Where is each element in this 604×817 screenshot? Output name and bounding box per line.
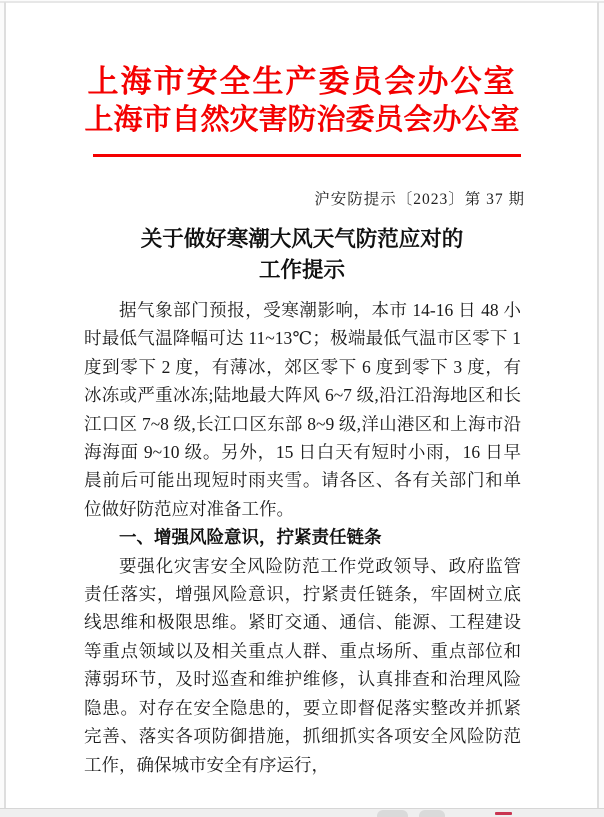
toolbar-accent-indicator[interactable] [495, 812, 512, 815]
document-body [84, 296, 521, 779]
document-title [0, 224, 604, 286]
issuing-org-line-2: 上海市自然灾害防治委员会办公室 [84, 104, 520, 136]
viewer-bottom-toolbar [0, 808, 604, 817]
document-title-line-1: 关于做好寒潮大风天气防范应对的 [140, 227, 464, 251]
toolbar-button-partial-1[interactable] [377, 810, 408, 817]
section-1-heading: 一、增强风险意识，拧紧责任链条 [119, 527, 382, 548]
issue-number: 沪安防提示〔2023〕第 37 期 [314, 191, 525, 208]
issuing-org-line-1: 上海市安全生产委员会办公室 [87, 64, 517, 99]
red-divider-rule [93, 154, 521, 157]
paragraph-section-1-body: 要强化灾害安全风险防范工作党政领导、政府监管责任落实，增强风险意识，拧紧责任链条，牢固树立底线思维和极限思维。紧盯交通、通信、能源、工程建设等重点领域以及相关重点人群、重点场所、重点部位和薄弱环节，及时巡查和维护维修，认真排查和治理风险隐患。对存在安全隐患的，要立即督促落实整改并抓紧完善、落实各项防御措施，抓细抓实各项安全风险防范工作，确保城市安全有序运行， [84, 555, 521, 775]
document-title-line-2: 工作提示 [258, 258, 345, 282]
paragraph-weather-forecast: 据气象部门预报，受寒潮影响，本市 14-16 日 48 小时最低气温降幅可达 11~13℃；极端最低气温市区零下 1 度到零下 2 度，有薄冰，郊区零下 6 度到零下 3 度，有冰冻或严重冰冻;陆地最大阵风 6~7 级,沿江沿海地区和长江口区 7~8 级,长江口区东部 8~9 级,洋山港区和上海市沿海海面 9~10 级。另外，15 日白天有短时小雨，16 日早晨前后可能出现短时雨夹雪。请各区、各有关部门和单位做好防范应对准备工作。 [84, 300, 521, 519]
toolbar-button-partial-2[interactable] [419, 810, 445, 817]
issuing-org-header [0, 62, 604, 139]
